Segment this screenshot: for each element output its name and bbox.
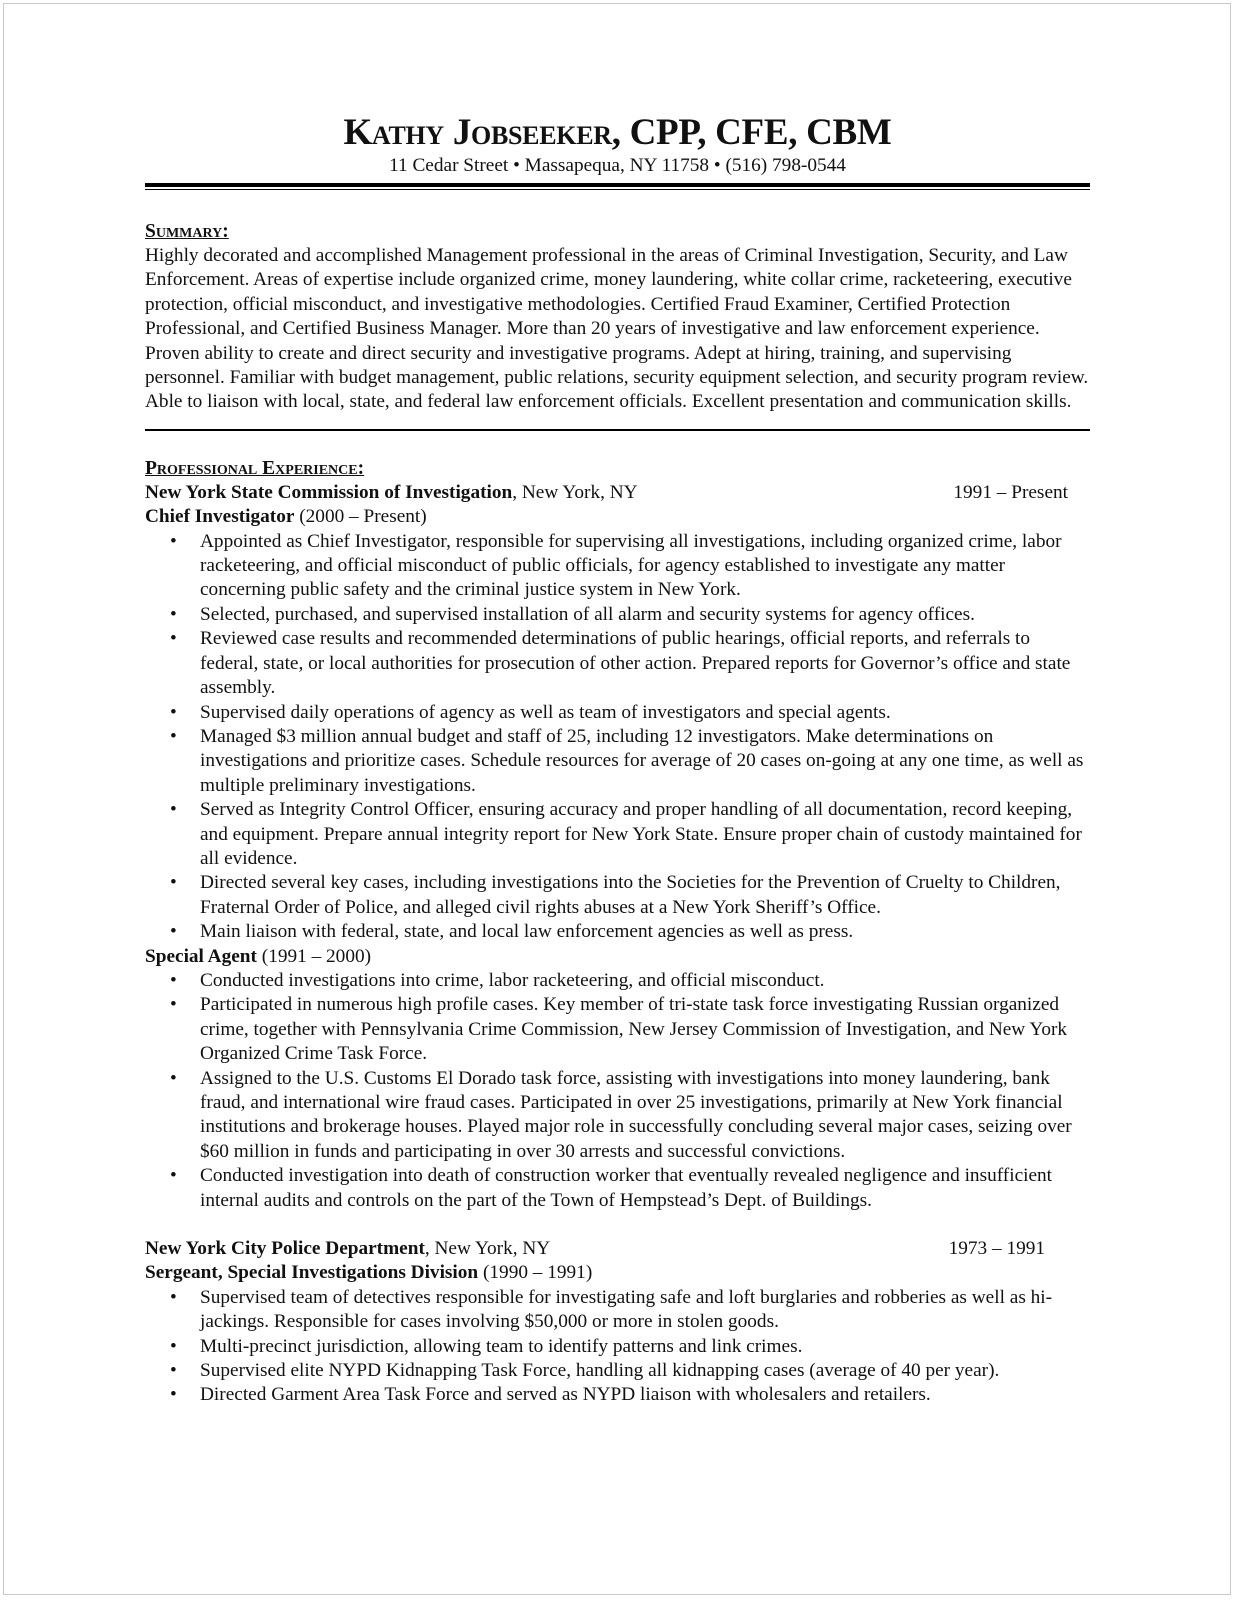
bullet-item: • Main liaison with federal, state, and local law enforcement agencies as well as press. (145, 920, 1090, 944)
role-period: (2000 – Present) (294, 506, 427, 528)
experience-list (145, 481, 1090, 1408)
bullet-item: • Supervised daily operations of agency as well as team of investigators and special agents. (145, 701, 1090, 725)
employer-name: New York City Police Department (145, 1238, 425, 1260)
candidate-name: Kathy Jobseeker, CPP, CFE, CBM (343, 112, 892, 153)
bullet-item: • Conducted investigations into crime, labor racketeering, and official misconduct. (145, 969, 1090, 993)
bullet-item: • Appointed as Chief Investigator, responsible for supervising all investigations, including organized crime, labor racketeering, and official misconduct of public officials, for agency established to investigate any matter concerning public safety and the criminal justice system in New York. (145, 530, 1090, 603)
bullet-item: • Reviewed case results and recommended determinations of public hearings, official reports, and referrals to federal, state, or local authorities for prosecution of other action. Prepared reports for Governor’s office and state assembly. (145, 627, 1090, 700)
role-period: (1991 – 2000) (256, 945, 372, 967)
bullet-item: • Participated in numerous high profile cases. Key member of tri-state task force investigating Russian organized crime, together with Pennsylvania Crime Commission, New Jersey Commission of Investigation, and New York Organized Crime Task Force. (145, 993, 1090, 1066)
bullet-item: • Assigned to the U.S. Customs El Dorado task force, assisting with investigations into money laundering, bank fraud, and international wire fraud cases. Participated in over 25 investigations, primarily at New York financial institutions and brokerage houses. Played major role in successfully concluding several major cases, seizing over $60 million in funds and participating in over 30 arrests and successful convictions. (145, 1067, 1090, 1165)
bullet-list (145, 530, 1090, 945)
resume-page (145, 112, 1090, 1408)
bullet-item: • Conducted investigation into death of construction worker that eventually revealed negligence and insufficient internal audits and controls on the part of the Town of Hempstead’s Dept. of Buildings. (145, 1164, 1090, 1213)
role-title: Special Agent (145, 945, 257, 967)
bullet-item: • Supervised team of detectives responsible for investigating safe and loft burglaries and robberies as well as hi-jackings. Responsible for cases involving $50,000 or more in stolen goods. (145, 1286, 1090, 1335)
bullet-list (145, 1286, 1090, 1408)
employer (145, 481, 638, 505)
employment-dates: 1991 – Present (953, 481, 1068, 503)
employer-location: , New York, NY (512, 481, 638, 503)
bullet-item: • Selected, purchased, and supervised installation of all alarm and security systems for agency offices. (145, 603, 1090, 627)
role-line (145, 505, 1090, 529)
bullet-item: • Supervised elite NYPD Kidnapping Task Force, handling all kidnapping cases (average of 40 per year). (145, 1359, 1090, 1383)
employer-name: New York State Commission of Investigation (145, 481, 513, 503)
role-title: Chief Investigator (145, 506, 295, 528)
summary-text: Highly decorated and accomplished Management professional in the areas of Criminal Investigation, Security, and Law Enforcement. Areas of expertise include organized crime, money laundering, white collar crime, racketeering, executive protection, official misconduct, and investigative methodologies. Certified Fraud Examiner, Certified Protection Professional, and Certified Business Manager. More than 20 years of investigative and law enforcement experience. Proven ability to create and direct security and investigative programs. Adept at hiring, training, and supervising personnel. Familiar with budget management, public relations, security equipment selection, and security program review. Able to liaison with local, state, and federal law enforcement officials. Excellent presentation and communication skills. (145, 245, 1089, 413)
bullet-item: • Served as Integrity Control Officer, ensuring accuracy and proper handling of all documentation, record keeping, and equipment. Prepare annual integrity report for New York State. Ensure proper chain of custody maintained for all evidence. (145, 798, 1090, 871)
role-line (145, 945, 1090, 969)
bullet-item: • Directed Garment Area Task Force and served as NYPD liaison with wholesalers and retailers. (145, 1383, 1090, 1407)
bullet-item: • Managed $3 million annual budget and staff of 25, including 12 investigators. Make determinations on investigations and prioritize cases. Schedule resources for average of 20 cases on-going at any one time, as well as multiple preliminary investigations. (145, 725, 1090, 798)
bullet-list (145, 969, 1090, 1213)
bullet-item: • Multi-precinct jurisdiction, allowing team to identify patterns and link crimes. (145, 1335, 1090, 1359)
employer-line (145, 481, 1090, 505)
role-period: (1990 – 1991) (478, 1262, 593, 1284)
spacer (145, 1213, 1090, 1237)
experience-heading: Professional Experience: (145, 457, 365, 479)
contact-line: 11 Cedar Street • Massapequa, NY 11758 • (516) 798-0544 (389, 155, 846, 176)
employer-line (145, 1237, 1090, 1261)
employment-dates: 1973 – 1991 (948, 1238, 1045, 1260)
summary-heading: Summary: (145, 221, 229, 242)
role-line (145, 1261, 1090, 1285)
employer (145, 1237, 550, 1261)
role-title: Sergeant, Special Investigations Division (145, 1262, 479, 1284)
employer-location: , New York, NY (424, 1238, 551, 1260)
section-divider (145, 429, 1090, 431)
header-divider (145, 183, 1090, 190)
bullet-item: • Directed several key cases, including investigations into the Societies for the Prevention of Cruelty to Children, Fraternal Order of Police, and alleged civil rights abuses at a New York Sheriff’s Office. (145, 871, 1090, 920)
